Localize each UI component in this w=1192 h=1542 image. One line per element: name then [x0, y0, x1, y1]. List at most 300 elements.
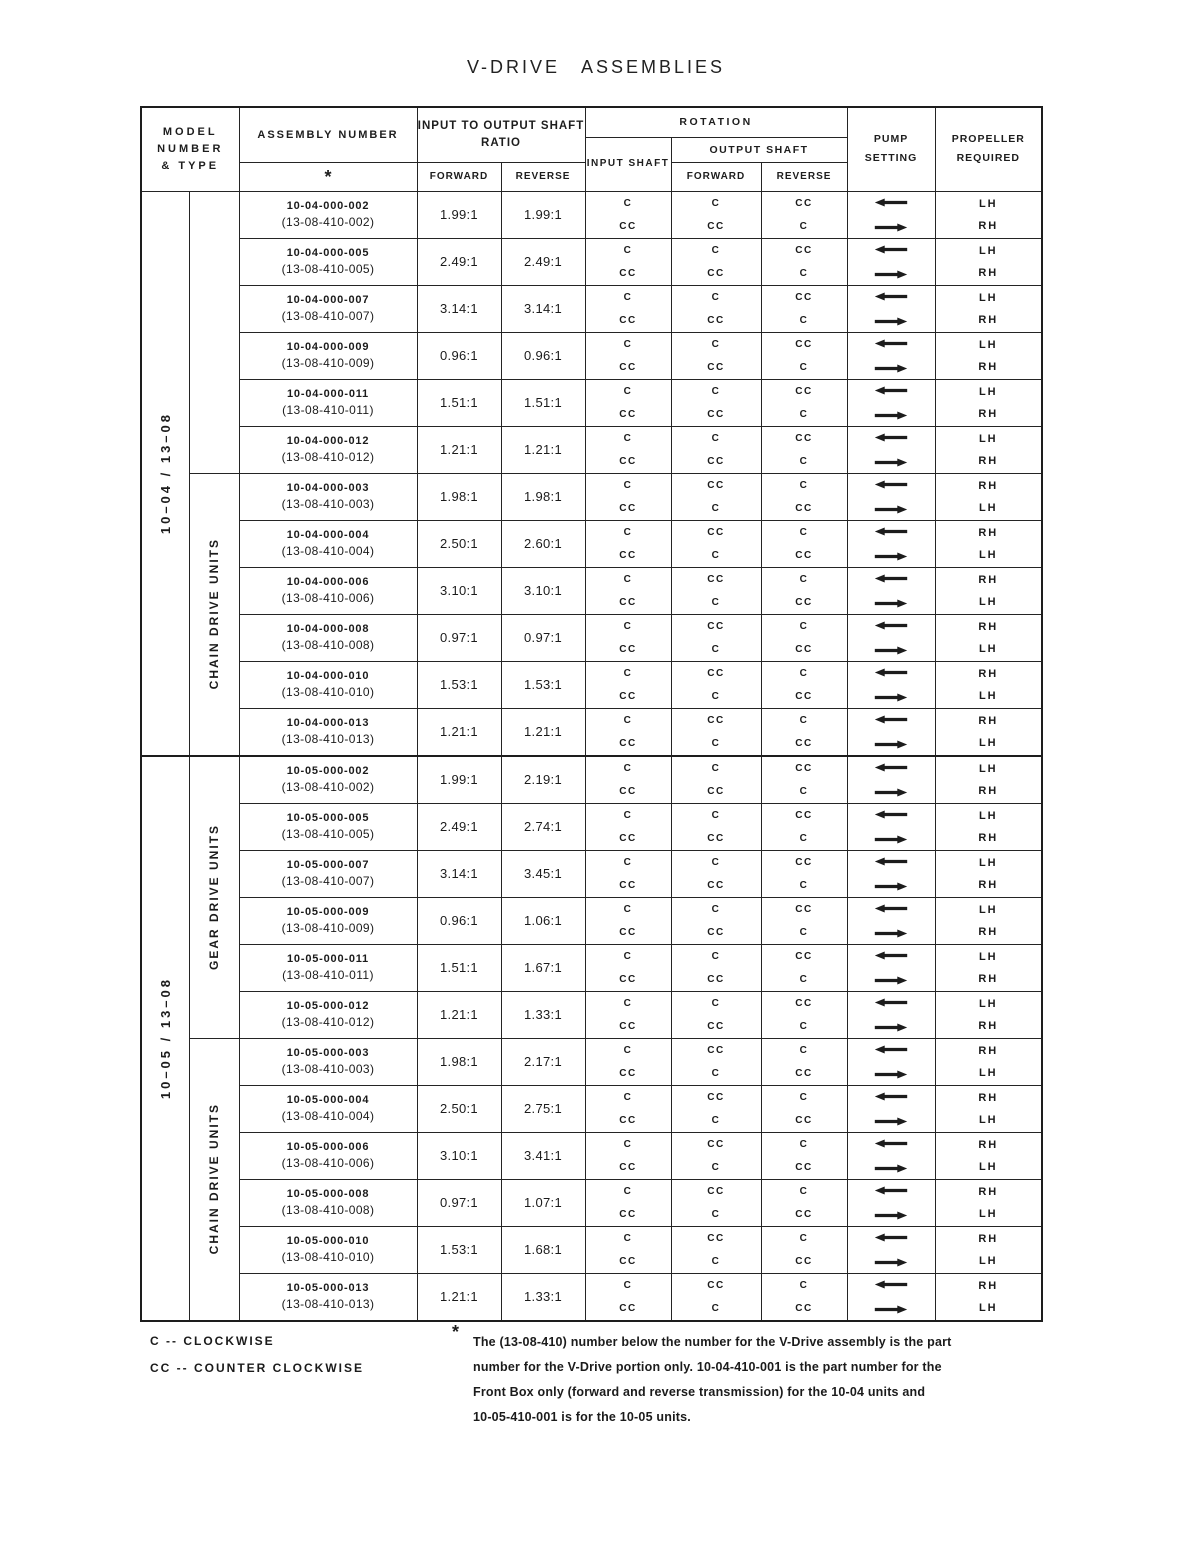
- output-reverse-rotation-cell: [761, 1179, 847, 1226]
- propeller-hand: RH: [978, 407, 999, 420]
- pump-setting-cell: [847, 191, 935, 238]
- part-number: (13-08-410-012): [281, 450, 375, 464]
- output-reverse-rotation-value: C: [799, 620, 809, 632]
- propeller-required-cell: [935, 897, 1042, 944]
- part-number: (13-08-410-013): [281, 732, 375, 746]
- output-forward-rotation-value: C: [711, 856, 721, 868]
- pump-setting-cell: [847, 567, 935, 614]
- output-forward-rotation-value: C: [711, 502, 721, 514]
- output-forward-rotation-value: C: [711, 997, 721, 1009]
- propeller-hand: LH: [978, 997, 998, 1010]
- assembly-number: 10-05-000-012: [286, 1000, 370, 1012]
- assembly-row: [141, 1179, 1042, 1226]
- reverse-ratio-cell: [501, 803, 585, 850]
- input-shaft-rotation-cell: [585, 1273, 671, 1321]
- forward-ratio: 1.98:1: [440, 489, 478, 504]
- propeller-hand: LH: [978, 1254, 998, 1267]
- input-shaft-rotation-value: C: [623, 1091, 633, 1103]
- assembly-number-cell: [239, 661, 417, 708]
- output-forward-rotation-cell: [671, 756, 761, 804]
- pump-setting-cell: [847, 661, 935, 708]
- output-forward-rotation-value: C: [711, 1208, 721, 1220]
- reverse-ratio: 3.10:1: [524, 583, 562, 598]
- propeller-hand: LH: [978, 385, 998, 398]
- assembly-row: [141, 473, 1042, 520]
- input-shaft-rotation-value: CC: [619, 596, 637, 608]
- input-shaft-rotation-value: CC: [619, 1020, 637, 1032]
- pump-arrow-left-icon: [874, 810, 908, 819]
- propeller-required-header: PROPELLER REQUIRED: [935, 107, 1042, 191]
- forward-ratio: 0.96:1: [440, 348, 478, 363]
- pump-arrow-left-icon: [874, 668, 908, 677]
- input-shaft-rotation-value: C: [623, 950, 633, 962]
- output-reverse-rotation-value: CC: [795, 1161, 813, 1173]
- assembly-number: 10-05-000-002: [286, 765, 370, 777]
- output-forward-rotation-value: C: [711, 1114, 721, 1126]
- reverse-ratio: 2.75:1: [524, 1101, 562, 1116]
- output-reverse-rotation-value: C: [799, 667, 809, 679]
- forward-ratio: 1.53:1: [440, 1242, 478, 1257]
- model-header-line: & TYPE: [161, 159, 220, 172]
- assembly-number: 10-05-000-007: [286, 859, 370, 871]
- reverse-ratio-cell: [501, 944, 585, 991]
- footnote-star: *: [452, 1322, 460, 1342]
- forward-ratio-cell: [417, 803, 501, 850]
- reverse-ratio-cell: [501, 332, 585, 379]
- propeller-hand: RH: [978, 1138, 999, 1151]
- output-forward-rotation-value: CC: [707, 361, 725, 373]
- reverse-ratio-cell: [501, 661, 585, 708]
- input-shaft-rotation-cell: [585, 944, 671, 991]
- assembly-number-cell: [239, 520, 417, 567]
- output-reverse-rotation-value: C: [799, 267, 809, 279]
- input-shaft-rotation-cell: [585, 991, 671, 1038]
- propeller-hand: LH: [978, 1066, 998, 1079]
- assembly-number-cell: [239, 426, 417, 473]
- propeller-hand: LH: [978, 291, 998, 304]
- propeller-hand: LH: [978, 1113, 998, 1126]
- output-forward-rotation-value: C: [711, 1161, 721, 1173]
- forward-ratio-cell: [417, 379, 501, 426]
- output-reverse-header: REVERSE: [761, 162, 847, 191]
- assembly-number-cell: [239, 285, 417, 332]
- propeller-hand: RH: [978, 878, 999, 891]
- output-reverse-rotation-value: C: [799, 1279, 809, 1291]
- forward-ratio-cell: [417, 567, 501, 614]
- pump-setting-cell: [847, 756, 935, 804]
- forward-ratio: 0.96:1: [440, 913, 478, 928]
- output-forward-rotation-cell: [671, 1038, 761, 1085]
- assembly-number-cell: [239, 756, 417, 804]
- output-forward-rotation-cell: [671, 614, 761, 661]
- propeller-hand: RH: [978, 714, 999, 727]
- assembly-row: [141, 1226, 1042, 1273]
- output-reverse-rotation-value: CC: [795, 502, 813, 514]
- pump-setting-cell: [847, 897, 935, 944]
- input-shaft-rotation-value: C: [623, 244, 633, 256]
- assembly-row: [141, 426, 1042, 473]
- input-shaft-rotation-cell: [585, 1226, 671, 1273]
- input-shaft-rotation-value: CC: [619, 1161, 637, 1173]
- propeller-required-cell: [935, 991, 1042, 1038]
- output-reverse-rotation-value: CC: [795, 762, 813, 774]
- reverse-ratio: 2.17:1: [524, 1054, 562, 1069]
- input-shaft-rotation-value: C: [623, 197, 633, 209]
- assembly-number-cell: [239, 1085, 417, 1132]
- pump-arrow-left-icon: [874, 480, 908, 489]
- assembly-number: 10-04-000-006: [286, 576, 370, 588]
- input-shaft-rotation-value: C: [623, 1044, 633, 1056]
- pump-setting-cell: [847, 1132, 935, 1179]
- input-shaft-rotation-value: CC: [619, 1114, 637, 1126]
- forward-ratio-cell: [417, 285, 501, 332]
- assembly-number-cell: [239, 1226, 417, 1273]
- propeller-required-cell: [935, 1273, 1042, 1321]
- assembly-number: 10-04-000-012: [286, 435, 370, 447]
- pump-arrow-left-icon: [874, 292, 908, 301]
- output-reverse-rotation-cell: [761, 1273, 847, 1321]
- reverse-ratio: 1.99:1: [524, 207, 562, 222]
- part-number: (13-08-410-008): [281, 1203, 375, 1217]
- output-reverse-rotation-cell: [761, 285, 847, 332]
- forward-ratio-cell: [417, 1273, 501, 1321]
- reverse-ratio: 1.67:1: [524, 960, 562, 975]
- forward-ratio-cell: [417, 1132, 501, 1179]
- forward-ratio: 1.51:1: [440, 395, 478, 410]
- pump-arrow-right-icon: [874, 599, 908, 608]
- pump-setting-cell: [847, 803, 935, 850]
- propeller-hand: RH: [978, 1185, 999, 1198]
- input-shaft-rotation-cell: [585, 473, 671, 520]
- output-forward-rotation-cell: [671, 520, 761, 567]
- output-forward-rotation-cell: [671, 1132, 761, 1179]
- reverse-ratio-cell: [501, 1038, 585, 1085]
- pump-arrow-right-icon: [874, 552, 908, 561]
- propeller-hand: RH: [978, 454, 999, 467]
- assembly-row: [141, 238, 1042, 285]
- reverse-ratio-cell: [501, 1085, 585, 1132]
- propeller-hand: LH: [978, 432, 998, 445]
- assembly-row: [141, 1273, 1042, 1321]
- forward-ratio: 1.99:1: [440, 207, 478, 222]
- assembly-number-cell: [239, 1038, 417, 1085]
- pump-arrow-left-icon: [874, 621, 908, 630]
- pump-arrow-left-icon: [874, 1139, 908, 1148]
- pump-arrow-right-icon: [874, 1070, 908, 1079]
- assembly-number-cell: [239, 191, 417, 238]
- propeller-required-cell: [935, 803, 1042, 850]
- assembly-row: [141, 897, 1042, 944]
- propeller-required-cell: [935, 614, 1042, 661]
- drive-type-label: CHAIN DRIVE UNITS: [207, 538, 221, 690]
- pump-arrow-right-icon: [874, 317, 908, 326]
- assembly-number: 10-04-000-010: [286, 670, 370, 682]
- output-reverse-rotation-value: CC: [795, 950, 813, 962]
- output-reverse-rotation-value: C: [799, 455, 809, 467]
- input-shaft-rotation-cell: [585, 520, 671, 567]
- assembly-number-cell: [239, 850, 417, 897]
- pump-setting-cell: [847, 238, 935, 285]
- rotation-header: ROTATION: [585, 107, 847, 137]
- propeller-hand: LH: [978, 689, 998, 702]
- output-forward-rotation-cell: [671, 426, 761, 473]
- propeller-hand: LH: [978, 244, 998, 257]
- propeller-required-cell: [935, 1132, 1042, 1179]
- output-forward-rotation-value: CC: [707, 620, 725, 632]
- propeller-hand: RH: [978, 1232, 999, 1245]
- assembly-number-cell: [239, 944, 417, 991]
- output-reverse-rotation-value: C: [799, 1232, 809, 1244]
- part-number: (13-08-410-007): [281, 309, 375, 323]
- assembly-row: [141, 520, 1042, 567]
- propeller-hand: RH: [978, 667, 999, 680]
- input-shaft-rotation-value: CC: [619, 1067, 637, 1079]
- assembly-number-cell: [239, 1179, 417, 1226]
- reverse-ratio: 1.21:1: [524, 724, 562, 739]
- assembly-number: 10-05-000-004: [286, 1094, 370, 1106]
- assembly-number-cell: [239, 1132, 417, 1179]
- assembly-number: 10-05-000-011: [287, 953, 369, 965]
- assembly-number: 10-04-000-008: [286, 623, 370, 635]
- output-reverse-rotation-value: CC: [795, 197, 813, 209]
- part-number: (13-08-410-010): [281, 685, 375, 699]
- output-shaft-header: OUTPUT SHAFT: [671, 137, 847, 162]
- propeller-hand: LH: [978, 1301, 998, 1314]
- output-forward-rotation-value: C: [711, 690, 721, 702]
- reverse-ratio: 1.33:1: [524, 1007, 562, 1022]
- output-reverse-rotation-cell: [761, 708, 847, 756]
- pump-setting-cell: [847, 426, 935, 473]
- input-shaft-rotation-value: CC: [619, 690, 637, 702]
- pump-setting-cell: [847, 1179, 935, 1226]
- forward-ratio-cell: [417, 1085, 501, 1132]
- reverse-ratio-cell: [501, 1226, 585, 1273]
- propeller-required-cell: [935, 1179, 1042, 1226]
- assembly-row: [141, 332, 1042, 379]
- output-forward-rotation-cell: [671, 285, 761, 332]
- input-shaft-rotation-value: C: [623, 903, 633, 915]
- propeller-hand: LH: [978, 197, 998, 210]
- input-shaft-rotation-value: C: [623, 667, 633, 679]
- input-shaft-rotation-value: C: [623, 714, 633, 726]
- ratio-forward-header: FORWARD: [417, 162, 501, 191]
- output-forward-rotation-value: CC: [707, 526, 725, 538]
- input-shaft-rotation-cell: [585, 897, 671, 944]
- input-shaft-rotation-cell: [585, 614, 671, 661]
- reverse-ratio: 1.98:1: [524, 489, 562, 504]
- output-forward-rotation-cell: [671, 1226, 761, 1273]
- assembly-number-cell: [239, 708, 417, 756]
- output-reverse-rotation-value: CC: [795, 291, 813, 303]
- forward-ratio-cell: [417, 191, 501, 238]
- assembly-row: [141, 285, 1042, 332]
- pump-arrow-right-icon: [874, 976, 908, 985]
- pump-arrow-right-icon: [874, 1023, 908, 1032]
- reverse-ratio-cell: [501, 756, 585, 804]
- input-shaft-rotation-value: CC: [619, 549, 637, 561]
- assembly-row: [141, 661, 1042, 708]
- drive-type-label: GEAR DRIVE UNITS: [207, 823, 221, 970]
- forward-ratio: 1.21:1: [440, 1289, 478, 1304]
- footnote-line: Front Box only (forward and reverse transmission) for the 10-04 units and: [473, 1385, 926, 1399]
- assembly-number-cell: [239, 379, 417, 426]
- model-number-type-header: [141, 107, 239, 191]
- reverse-ratio: 2.60:1: [524, 536, 562, 551]
- input-shaft-rotation-value: C: [623, 1138, 633, 1150]
- propeller-hand: RH: [978, 972, 999, 985]
- propeller-required-cell: [935, 567, 1042, 614]
- drive-type-label: CHAIN DRIVE UNITS: [207, 1103, 221, 1255]
- assembly-row: [141, 191, 1042, 238]
- propeller-required-cell: [935, 1085, 1042, 1132]
- output-reverse-rotation-value: C: [799, 973, 809, 985]
- assembly-row: [141, 850, 1042, 897]
- assembly-number: 10-05-000-005: [286, 812, 370, 824]
- reverse-ratio-cell: [501, 991, 585, 1038]
- assembly-number-cell: [239, 991, 417, 1038]
- footnote-text: [473, 1330, 1043, 1430]
- forward-ratio: 1.51:1: [440, 960, 478, 975]
- output-reverse-rotation-cell: [761, 238, 847, 285]
- propeller-hand: RH: [978, 831, 999, 844]
- pump-arrow-left-icon: [874, 527, 908, 536]
- forward-ratio-cell: [417, 661, 501, 708]
- assembly-number: 10-05-000-013: [286, 1282, 370, 1294]
- assembly-number: 10-05-000-009: [286, 906, 370, 918]
- output-reverse-rotation-value: CC: [795, 1114, 813, 1126]
- pump-setting-cell: [847, 1273, 935, 1321]
- forward-ratio: 3.10:1: [440, 583, 478, 598]
- input-shaft-rotation-value: C: [623, 479, 633, 491]
- drive-type-label-cell: [189, 191, 239, 473]
- output-reverse-rotation-value: CC: [795, 432, 813, 444]
- propeller-hand: LH: [978, 736, 998, 749]
- footnote-line: number for the V-Drive portion only. 10-04-410-001 is the part number for the: [473, 1360, 942, 1374]
- propeller-required-cell: [935, 426, 1042, 473]
- propeller-required-cell: [935, 850, 1042, 897]
- assembly-number-cell: [239, 238, 417, 285]
- input-shaft-rotation-value: CC: [619, 408, 637, 420]
- output-reverse-rotation-value: C: [799, 526, 809, 538]
- pump-arrow-left-icon: [874, 198, 908, 207]
- output-forward-rotation-value: C: [711, 950, 721, 962]
- propeller-required-cell: [935, 708, 1042, 756]
- output-reverse-rotation-value: C: [799, 1185, 809, 1197]
- output-forward-rotation-cell: [671, 191, 761, 238]
- propeller-hand: RH: [978, 1019, 999, 1032]
- forward-ratio-cell: [417, 897, 501, 944]
- reverse-ratio-cell: [501, 426, 585, 473]
- propeller-required-cell: [935, 1038, 1042, 1085]
- forward-ratio-cell: [417, 1038, 501, 1085]
- reverse-ratio-cell: [501, 897, 585, 944]
- part-number: (13-08-410-005): [281, 262, 375, 276]
- output-forward-rotation-value: C: [711, 432, 721, 444]
- output-reverse-rotation-cell: [761, 1132, 847, 1179]
- pump-arrow-left-icon: [874, 1045, 908, 1054]
- reverse-ratio: 1.68:1: [524, 1242, 562, 1257]
- input-shaft-rotation-value: CC: [619, 361, 637, 373]
- input-shaft-rotation-value: C: [623, 526, 633, 538]
- output-reverse-rotation-value: CC: [795, 1255, 813, 1267]
- footnote-line: The (13-08-410) number below the number for the V-Drive assembly is the part: [473, 1335, 952, 1349]
- pump-arrow-right-icon: [874, 693, 908, 702]
- assembly-row: [141, 1132, 1042, 1179]
- output-reverse-rotation-value: C: [799, 573, 809, 585]
- input-shaft-rotation-cell: [585, 379, 671, 426]
- pump-arrow-right-icon: [874, 1164, 908, 1173]
- pump-arrow-left-icon: [874, 1092, 908, 1101]
- propeller-hand: RH: [978, 526, 999, 539]
- reverse-ratio: 1.51:1: [524, 395, 562, 410]
- propeller-hand: LH: [978, 762, 998, 775]
- output-reverse-rotation-value: C: [799, 832, 809, 844]
- output-forward-rotation-value: CC: [707, 267, 725, 279]
- forward-ratio-cell: [417, 756, 501, 804]
- output-forward-rotation-value: C: [711, 244, 721, 256]
- pump-setting-cell: [847, 379, 935, 426]
- reverse-ratio-cell: [501, 191, 585, 238]
- pump-arrow-left-icon: [874, 339, 908, 348]
- forward-ratio: 1.21:1: [440, 724, 478, 739]
- propeller-hand: RH: [978, 1044, 999, 1057]
- input-shaft-rotation-value: C: [623, 338, 633, 350]
- output-forward-rotation-value: C: [711, 596, 721, 608]
- output-forward-rotation-value: CC: [707, 1232, 725, 1244]
- output-forward-rotation-value: CC: [707, 573, 725, 585]
- output-reverse-rotation-cell: [761, 1038, 847, 1085]
- assembly-row: [141, 991, 1042, 1038]
- footnote-line: 10-05-410-001 is for the 10-05 units.: [473, 1410, 691, 1424]
- output-forward-rotation-cell: [671, 379, 761, 426]
- forward-ratio-cell: [417, 614, 501, 661]
- output-forward-rotation-cell: [671, 332, 761, 379]
- input-shaft-rotation-value: C: [623, 997, 633, 1009]
- output-reverse-rotation-value: C: [799, 926, 809, 938]
- output-forward-rotation-value: C: [711, 903, 721, 915]
- output-reverse-rotation-value: CC: [795, 549, 813, 561]
- propeller-required-cell: [935, 285, 1042, 332]
- assembly-number: 10-04-000-004: [286, 529, 370, 541]
- input-shaft-rotation-cell: [585, 1038, 671, 1085]
- output-forward-rotation-value: C: [711, 809, 721, 821]
- pump-setting-cell: [847, 991, 935, 1038]
- output-forward-rotation-cell: [671, 1273, 761, 1321]
- output-forward-rotation-value: CC: [707, 926, 725, 938]
- reverse-ratio-cell: [501, 850, 585, 897]
- output-reverse-rotation-cell: [761, 332, 847, 379]
- pump-arrow-right-icon: [874, 740, 908, 749]
- pump-arrow-left-icon: [874, 904, 908, 913]
- output-reverse-rotation-cell: [761, 1085, 847, 1132]
- reverse-ratio: 3.45:1: [524, 866, 562, 881]
- reverse-ratio: 1.21:1: [524, 442, 562, 457]
- input-shaft-rotation-value: C: [623, 573, 633, 585]
- propeller-hand: RH: [978, 1091, 999, 1104]
- input-shaft-rotation-cell: [585, 850, 671, 897]
- pump-arrow-right-icon: [874, 646, 908, 655]
- part-number: (13-08-410-006): [281, 591, 375, 605]
- reverse-ratio: 3.14:1: [524, 301, 562, 316]
- assembly-number: 10-04-000-009: [286, 341, 370, 353]
- forward-ratio: 2.50:1: [440, 536, 478, 551]
- output-forward-rotation-value: C: [711, 338, 721, 350]
- output-forward-rotation-value: CC: [707, 1138, 725, 1150]
- forward-ratio-cell: [417, 991, 501, 1038]
- reverse-ratio-cell: [501, 614, 585, 661]
- input-shaft-rotation-value: CC: [619, 502, 637, 514]
- output-reverse-rotation-value: CC: [795, 338, 813, 350]
